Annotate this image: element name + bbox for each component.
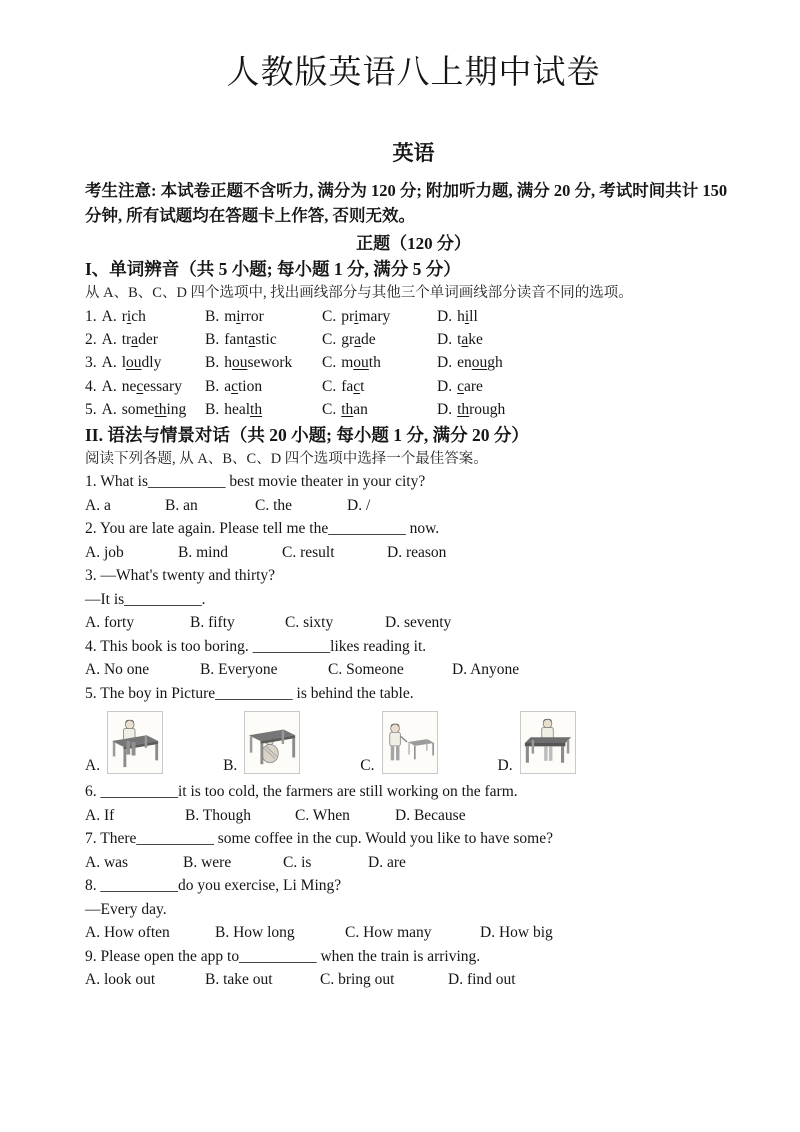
phonics-question-row xyxy=(85,305,742,328)
section2-instructions: 阅读下列各题, 从 A、B、C、D 四个选项中选择一个最佳答案。 xyxy=(85,451,488,468)
option-label: A. xyxy=(101,354,117,372)
word: primary xyxy=(341,308,391,325)
picture-option-a xyxy=(85,711,163,774)
word: housework xyxy=(224,354,293,372)
option-label: B. xyxy=(205,331,220,349)
picture-label: D. xyxy=(497,757,513,775)
option: A. a xyxy=(85,496,111,514)
word: mouth xyxy=(341,354,381,372)
option-label: B. xyxy=(205,308,220,325)
picture-option-c xyxy=(360,711,437,774)
option-label: C. xyxy=(322,400,337,418)
option xyxy=(85,398,205,421)
option: D. Anyone xyxy=(452,661,520,679)
option: B. mind xyxy=(178,543,228,561)
option: C. result xyxy=(282,543,335,561)
question-number: 4. xyxy=(85,377,97,395)
option: D. reason xyxy=(387,543,447,561)
options-row xyxy=(85,611,742,635)
phonics-question-list xyxy=(85,305,742,421)
option-label: C. xyxy=(322,308,337,325)
option-label: D. xyxy=(437,308,453,325)
option-label: C. xyxy=(322,377,337,395)
option: C. is xyxy=(283,853,312,871)
section1-heading: I、单词辨音（共 5 小题; 每小题 1 分, 满分 5 分） xyxy=(85,259,461,279)
option: A. If xyxy=(85,806,115,824)
option xyxy=(85,305,205,328)
picture-box xyxy=(244,711,300,774)
candidate-notice: 考生注意: 本试卷正题不含听力, 满分为 120 分; 附加听力题, 满分 20 分, 考试时间共计 150 分钟, 所有试题均在答题卡上作答, 否则无效。 xyxy=(85,181,728,225)
options-row xyxy=(85,804,742,828)
question-stem: 4. This book is too boring. __________likes reading it. xyxy=(85,637,427,655)
option xyxy=(322,328,437,351)
question-stem: 3. —What's twenty and thirty? xyxy=(85,567,276,585)
word: mirror xyxy=(224,308,264,325)
option xyxy=(205,398,322,421)
boy-behind-table-illustration xyxy=(521,712,575,773)
boy-under-table-illustration xyxy=(245,712,299,773)
picture-options-row xyxy=(85,708,742,774)
word: fact xyxy=(341,377,365,395)
question-number: 5. xyxy=(85,400,97,418)
question-stem: 6. __________it is too cold, the farmers are still working on the farm. xyxy=(85,783,518,801)
picture-box xyxy=(107,711,163,774)
section2-heading: II. 语法与情景对话（共 20 小题; 每小题 1 分, 满分 20 分） xyxy=(85,425,529,446)
picture-label: B. xyxy=(223,757,238,775)
phonics-question-row xyxy=(85,351,742,374)
question-number: 2. xyxy=(85,331,97,349)
option-label: C. xyxy=(322,331,337,349)
option-label: B. xyxy=(205,377,220,395)
option-label: C. xyxy=(322,354,337,372)
option-label: A. xyxy=(101,331,117,349)
question-number: 3. xyxy=(85,354,97,372)
option xyxy=(437,305,478,328)
options-row xyxy=(85,658,742,682)
option: A. forty xyxy=(85,614,135,632)
option xyxy=(85,351,205,374)
option xyxy=(85,375,205,398)
picture-box xyxy=(520,711,576,774)
option xyxy=(205,305,322,328)
question-stem-reply: —Every day. xyxy=(85,900,167,918)
picture-box xyxy=(382,711,438,774)
option xyxy=(205,328,322,351)
option-label: A. xyxy=(101,377,117,395)
subject-title: 英语 xyxy=(392,141,435,165)
question-stem: 9. Please open the app to__________ when the train is arriving. xyxy=(85,947,481,965)
option: D. seventy xyxy=(385,614,452,632)
option: C. Someone xyxy=(328,661,404,679)
option-label: B. xyxy=(205,354,220,372)
question-stem: 7. There__________ some coffee in the cup. Would you like to have some? xyxy=(85,830,553,848)
picture-option-d xyxy=(498,711,576,774)
option: D. Because xyxy=(395,806,466,824)
option: C. sixty xyxy=(285,614,334,632)
option: A. look out xyxy=(85,971,156,989)
option xyxy=(322,305,437,328)
option: C. the xyxy=(255,496,293,514)
option xyxy=(437,375,483,398)
page-title: 人教版英语八上期中试卷 xyxy=(226,55,601,91)
question-stem: 5. The boy in Picture__________ is behind the table. xyxy=(85,684,414,702)
grammar-section xyxy=(85,423,742,992)
word: enough xyxy=(457,354,503,372)
word: trader xyxy=(121,331,158,349)
option: C. When xyxy=(295,806,350,824)
option: B. How long xyxy=(215,924,295,942)
question-number: 1. xyxy=(85,308,97,325)
main-part-title: 正题（120 分） xyxy=(356,234,471,253)
phonics-question-row xyxy=(85,398,742,421)
word: than xyxy=(341,400,368,418)
option xyxy=(437,351,503,374)
options-row xyxy=(85,921,742,945)
option: D. find out xyxy=(448,971,516,989)
option: D. / xyxy=(347,496,371,514)
word: care xyxy=(457,377,483,395)
options-row xyxy=(85,541,742,565)
option xyxy=(205,375,322,398)
section1-instructions: 从 A、B、C、D 四个选项中, 找出画线部分与其他三个单词画线部分读音不同的选项。 xyxy=(85,285,633,301)
word: something xyxy=(121,400,187,418)
option-label: D. xyxy=(437,331,453,349)
word: loudly xyxy=(121,354,162,372)
option: C. How many xyxy=(345,924,432,942)
option-label: D. xyxy=(437,400,453,418)
option: B. fifty xyxy=(190,614,235,632)
word: grade xyxy=(341,331,376,349)
phonics-question-row xyxy=(85,375,742,398)
option-label: D. xyxy=(437,377,453,395)
options-row xyxy=(85,851,742,875)
option: A. No one xyxy=(85,661,150,679)
picture-label: A. xyxy=(85,757,101,775)
word: action xyxy=(224,377,263,395)
boy-next-to-table-illustration xyxy=(383,712,437,773)
question-stem: 8. __________do you exercise, Li Ming? xyxy=(85,877,342,895)
option: B. Everyone xyxy=(200,661,278,679)
option: A. was xyxy=(85,853,129,871)
phonics-question-row xyxy=(85,328,742,351)
option-label: D. xyxy=(437,354,453,372)
option xyxy=(205,351,322,374)
option xyxy=(322,398,437,421)
option-label: A. xyxy=(101,308,117,325)
option xyxy=(85,328,205,351)
option: C. bring out xyxy=(320,971,395,989)
option: B. an xyxy=(165,496,198,514)
option xyxy=(322,375,437,398)
option-label: B. xyxy=(205,400,220,418)
option xyxy=(437,328,483,351)
option: B. Though xyxy=(185,806,252,824)
boy-on-table-illustration xyxy=(108,712,162,773)
word: take xyxy=(457,331,483,349)
options-row xyxy=(85,968,742,992)
question-stem-reply: —It is__________. xyxy=(85,590,206,608)
option xyxy=(437,398,505,421)
option: D. are xyxy=(368,853,406,871)
word: necessary xyxy=(121,377,182,395)
option xyxy=(322,351,437,374)
options-row xyxy=(85,494,742,518)
option: A. job xyxy=(85,543,124,561)
word: fantastic xyxy=(224,331,277,349)
option: B. take out xyxy=(205,971,273,989)
word: through xyxy=(457,400,506,418)
picture-label: C. xyxy=(360,757,375,775)
word: rich xyxy=(121,308,146,325)
option: D. How big xyxy=(480,924,553,942)
option: B. were xyxy=(183,853,232,871)
picture-option-b xyxy=(223,711,300,774)
word: health xyxy=(224,400,263,418)
question-stem: 1. What is__________ best movie theater in your city? xyxy=(85,473,426,491)
option: A. How often xyxy=(85,924,170,942)
option-label: A. xyxy=(101,400,117,418)
question-stem: 2. You are late again. Please tell me the__________ now. xyxy=(85,520,440,538)
word: hill xyxy=(457,308,478,325)
